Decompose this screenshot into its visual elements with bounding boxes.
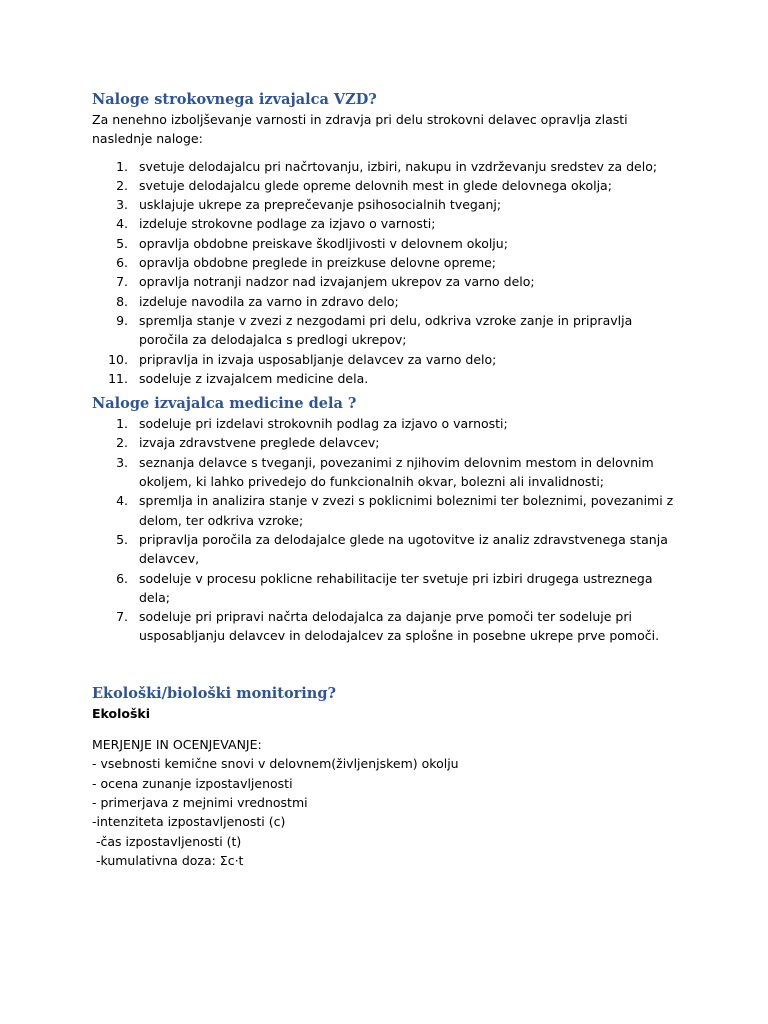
list-item: 7. opravlja notranji nadzor nad izvajanjem ukrepov za varno delo;: [116, 274, 535, 290]
list-item: 5. opravlja obdobne preiskave škodljivosti v delovnem okolju;: [116, 235, 508, 251]
list-item: 4. izdeluje strokovne podlage za izjavo o varnosti;: [116, 216, 436, 232]
monitoring-line: -intenziteta izpostavljenosti (c): [92, 814, 286, 830]
section-heading-medicine: Naloge izvajalca medicine dela ?: [92, 395, 357, 413]
list-item: 4. spremlja in analizira stanje v zvezi s poklicnimi boleznimi ter boleznimi, povezanimi z delom, ter odkriva vzroke;: [116, 493, 674, 528]
vzd-task-list: [92, 157, 682, 389]
monitoring-line: -kumulativna doza: Σc·t: [92, 852, 244, 868]
list-item: 11. sodeluje z izvajalcem medicine dela.: [108, 370, 369, 386]
list-item: 9. spremlja stanje v zvezi z nezgodami pri delu, odkriva vzroke zanje in pripravlja poročila za delodajalca s predlogi ukrepov;: [116, 312, 633, 348]
monitoring-line: - ocena zunanje izpostavljenosti: [92, 775, 293, 791]
list-item: 5. pripravlja poročila za delodajalce glede na ugotovitve iz analiz zdravstvenega stanja delavcev,: [116, 531, 668, 567]
section-heading-monitoring: Ekološki/biološki monitoring?: [92, 684, 336, 702]
document-page: [92, 90, 682, 870]
list-item: 1. sodeluje pri izdelavi strokovnih podlag za izjavo o varnosti;: [116, 416, 508, 432]
list-item: 7. sodeluje pri pripravi načrta delodajalca za dajanje prve pomoči ter sodeluje pri usposabljanju delavcev in delodajalcev za splošne in posebne ukrepe prve pomoči.: [116, 609, 660, 644]
monitoring-lines: [92, 735, 682, 870]
monitoring-line: - primerjava z mejnimi vrednostmi: [92, 794, 308, 810]
list-item: 1. svetuje delodajalcu pri načrtovanju, izbiri, nakupu in vzdrževanju sredstev za delo;: [116, 158, 658, 174]
list-item: 2. izvaja zdravstvene preglede delavcev;: [116, 435, 380, 451]
monitoring-line: MERJENJE IN OCENJEVANJE:: [92, 737, 262, 753]
list-item: 2. svetuje delodajalcu glede opreme delovnih mest in glede delovnega okolja;: [116, 177, 612, 193]
list-item: 3. seznanja delavce s tveganji, povezanimi z njihovim delovnim mestom in delovnim okoljem, ki lahko privedejo do funkcionalnih okvar, bolezni ali invalidnosti;: [116, 454, 654, 490]
medicine-task-list: [92, 414, 682, 646]
monitoring-line: - vsebnosti kemične snovi v delovnem(življenjskem) okolju: [92, 756, 459, 772]
subheading-ekoloski: Ekološki: [92, 705, 151, 721]
monitoring-line: -čas izpostavljenosti (t): [92, 833, 242, 849]
list-item: 6. opravlja obdobne preglede in preizkuse delovne opreme;: [116, 255, 497, 271]
list-item: 8. izdeluje navodila za varno in zdravo delo;: [116, 293, 399, 309]
section-intro: Za nenehno izboljševanje varnosti in zdravja pri delu strokovni delavec opravlja zlasti naslednje naloge:: [92, 112, 628, 147]
list-item: 3. usklajuje ukrepe za preprečevanje psihosocialnih tveganj;: [116, 197, 502, 213]
list-item: 6. sodeluje v procesu poklicne rehabilitacije ter svetuje pri izbiri drugega ustreznega dela;: [116, 570, 653, 605]
list-item: 10. pripravlja in izvaja usposabljanje delavcev za varno delo;: [108, 351, 497, 367]
section-heading-vzd: Naloge strokovnega izvajalca VZD?: [92, 91, 377, 108]
